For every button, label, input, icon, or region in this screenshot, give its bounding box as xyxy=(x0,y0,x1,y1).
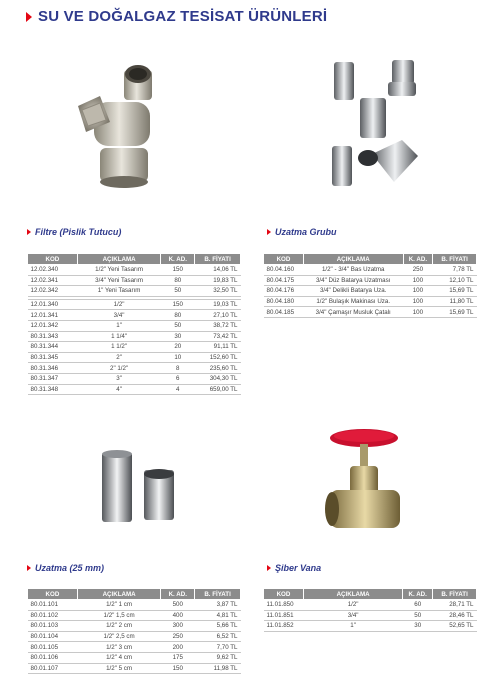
cell-kod: 80.01.106 xyxy=(28,652,78,663)
cell-fiyat: 5,66 TL xyxy=(195,621,241,632)
col-header-kod: KOD xyxy=(28,254,78,265)
table-row xyxy=(28,299,241,310)
cell-aciklama: 1" xyxy=(77,320,161,331)
cell-adet: 6 xyxy=(161,373,195,384)
cell-adet: 30 xyxy=(161,331,195,342)
col-header-fiyat: B. FİYATI xyxy=(433,589,477,600)
cell-fiyat: 28,46 TL xyxy=(433,610,477,621)
cell-adet: 250 xyxy=(161,631,195,642)
cell-aciklama: 3" xyxy=(77,373,161,384)
cell-kod: 11.01.851 xyxy=(264,610,304,621)
cell-aciklama: 2" xyxy=(77,352,161,363)
col-header-kod: KOD xyxy=(28,589,78,600)
cell-adet: 500 xyxy=(161,600,195,611)
page-header xyxy=(26,8,327,25)
cell-aciklama: 1/2" 5 cm xyxy=(77,663,161,674)
cell-kod: 80.31.343 xyxy=(28,331,78,342)
cell-fiyat: 32,50 TL xyxy=(195,286,241,297)
cell-fiyat: 28,71 TL xyxy=(433,600,477,611)
section-title-siber-vana: Şiber Vana xyxy=(267,563,321,573)
col-header-aciklama: AÇIKLAMA xyxy=(303,589,402,600)
cell-adet: 50 xyxy=(161,320,195,331)
cell-kod: 80.01.107 xyxy=(28,663,78,674)
table-row xyxy=(28,621,241,632)
cell-aciklama: 3/4" Yeni Tasarım xyxy=(77,275,161,286)
cell-fiyat: 7,78 TL xyxy=(433,265,477,276)
uzatma-25-table xyxy=(27,588,241,674)
col-header-adet: K. AD. xyxy=(161,254,195,265)
cell-fiyat: 304,30 TL xyxy=(195,373,241,384)
cell-adet: 30 xyxy=(403,621,433,632)
cell-aciklama: 3/4" Düz Batarya Uzatması xyxy=(303,275,403,286)
cell-aciklama: 1" xyxy=(303,621,402,632)
cell-adet: 50 xyxy=(403,610,433,621)
cell-adet: 150 xyxy=(161,265,195,276)
section-title-filtre: Filtre (Pislik Tutucu) xyxy=(27,227,121,237)
cell-adet: 150 xyxy=(161,663,195,674)
table-row xyxy=(264,275,477,286)
table-row xyxy=(28,310,241,321)
cell-aciklama: 1/2" xyxy=(77,299,161,310)
cell-kod: 80.31.348 xyxy=(28,384,78,395)
table-row xyxy=(28,265,241,276)
cell-kod: 80.01.102 xyxy=(28,610,78,621)
siber-vana-table xyxy=(263,588,477,632)
section-bullet-icon xyxy=(27,229,31,235)
cell-kod: 80.04.175 xyxy=(264,275,304,286)
cell-kod: 80.04.185 xyxy=(264,307,304,318)
cell-kod: 12.02.341 xyxy=(28,275,78,286)
cell-adet: 175 xyxy=(161,652,195,663)
table-row xyxy=(264,286,477,297)
cell-adet: 80 xyxy=(161,310,195,321)
cell-kod: 12.02.342 xyxy=(28,286,78,297)
table-row xyxy=(264,600,477,611)
cell-aciklama: 1/2" - 3/4" Bas Uzatma xyxy=(303,265,403,276)
col-header-fiyat: B. FİYATI xyxy=(195,589,241,600)
table-row xyxy=(28,384,241,395)
section-title-uzatma-25: Uzatma (25 mm) xyxy=(27,563,104,573)
cell-fiyat: 6,52 TL xyxy=(195,631,241,642)
cell-aciklama: 4" xyxy=(77,384,161,395)
cell-kod: 80.31.344 xyxy=(28,342,78,353)
cell-kod: 80.04.160 xyxy=(264,265,304,276)
cell-aciklama: 1" Yeni Tasarım xyxy=(77,286,161,297)
table-row xyxy=(28,275,241,286)
col-header-aciklama: AÇIKLAMA xyxy=(77,589,161,600)
table-row xyxy=(28,331,241,342)
cell-kod: 80.01.105 xyxy=(28,642,78,653)
cell-kod: 80.31.347 xyxy=(28,373,78,384)
col-header-adet: K. AD. xyxy=(161,589,195,600)
cell-adet: 50 xyxy=(161,286,195,297)
table-row xyxy=(28,663,241,674)
cell-aciklama: 3/4" xyxy=(303,610,402,621)
cell-fiyat: 14,06 TL xyxy=(195,265,241,276)
cell-aciklama: 1/2" xyxy=(303,600,402,611)
cell-fiyat: 15,69 TL xyxy=(433,307,477,318)
cell-adet: 100 xyxy=(403,275,433,286)
filter-product-image xyxy=(72,62,172,192)
table-row xyxy=(264,610,477,621)
cell-fiyat: 9,62 TL xyxy=(195,652,241,663)
cell-aciklama: 2" 1/2" xyxy=(77,363,161,374)
cell-adet: 60 xyxy=(403,600,433,611)
page-title: SU VE DOĞALGAZ TESİSAT ÜRÜNLERİ xyxy=(38,8,328,25)
cell-kod: 12.01.340 xyxy=(28,299,78,310)
table-row xyxy=(28,363,241,374)
extension-25mm-image xyxy=(96,448,196,528)
cell-kod: 80.04.180 xyxy=(264,296,304,307)
cell-aciklama: 1/2" Bulaşık Makinası Uza. xyxy=(303,296,403,307)
cell-aciklama: 3/4" Çamaşır Musluk Çatalı xyxy=(303,307,403,318)
cell-aciklama: 1/2" 1,5 cm xyxy=(77,610,161,621)
cell-adet: 200 xyxy=(161,642,195,653)
table-row xyxy=(28,373,241,384)
cell-kod: 80.01.104 xyxy=(28,631,78,642)
col-header-kod: KOD xyxy=(264,254,304,265)
section-title-uzatma-grubu: Uzatma Grubu xyxy=(267,227,337,237)
cell-kod: 11.01.850 xyxy=(264,600,304,611)
cell-fiyat: 27,10 TL xyxy=(195,310,241,321)
cell-fiyat: 15,69 TL xyxy=(433,286,477,297)
cell-kod: 80.04.176 xyxy=(264,286,304,297)
filtre-table xyxy=(27,253,241,395)
section-bullet-icon xyxy=(267,565,271,571)
table-row xyxy=(28,631,241,642)
cell-fiyat: 19,83 TL xyxy=(195,275,241,286)
cell-kod: 12.01.341 xyxy=(28,310,78,321)
col-header-aciklama: AÇIKLAMA xyxy=(77,254,161,265)
cell-fiyat: 19,03 TL xyxy=(195,299,241,310)
cell-fiyat: 659,00 TL xyxy=(195,384,241,395)
cell-fiyat: 38,72 TL xyxy=(195,320,241,331)
section-bullet-icon xyxy=(27,565,31,571)
cell-adet: 4 xyxy=(161,384,195,395)
cell-kod: 80.01.101 xyxy=(28,600,78,611)
cell-fiyat: 152,60 TL xyxy=(195,352,241,363)
table-row xyxy=(28,600,241,611)
table-row xyxy=(28,320,241,331)
cell-fiyat: 3,87 TL xyxy=(195,600,241,611)
extension-group-image xyxy=(322,54,432,194)
cell-adet: 8 xyxy=(161,363,195,374)
cell-adet: 250 xyxy=(403,265,433,276)
table-row xyxy=(264,621,477,632)
cell-fiyat: 235,60 TL xyxy=(195,363,241,374)
cell-fiyat: 4,81 TL xyxy=(195,610,241,621)
cell-aciklama: 1/2" 2 cm xyxy=(77,621,161,632)
cell-fiyat: 91,11 TL xyxy=(195,342,241,353)
col-header-aciklama: AÇIKLAMA xyxy=(303,254,403,265)
cell-kod: 80.01.103 xyxy=(28,621,78,632)
table-row xyxy=(264,265,477,276)
cell-fiyat: 11,98 TL xyxy=(195,663,241,674)
col-header-fiyat: B. FİYATI xyxy=(433,254,477,265)
table-row xyxy=(264,307,477,318)
cell-fiyat: 73,42 TL xyxy=(195,331,241,342)
table-row xyxy=(28,286,241,297)
cell-adet: 100 xyxy=(403,296,433,307)
cell-aciklama: 1/2" 2,5 cm xyxy=(77,631,161,642)
cell-aciklama: 3/4" xyxy=(77,310,161,321)
cell-adet: 80 xyxy=(161,275,195,286)
cell-adet: 150 xyxy=(161,299,195,310)
table-row xyxy=(264,296,477,307)
cell-fiyat: 7,70 TL xyxy=(195,642,241,653)
table-row xyxy=(28,342,241,353)
col-header-kod: KOD xyxy=(264,589,304,600)
cell-adet: 100 xyxy=(403,286,433,297)
cell-aciklama: 1 1/4" xyxy=(77,331,161,342)
cell-aciklama: 3/4" Delikli Batarya Uza. xyxy=(303,286,403,297)
gate-valve-image xyxy=(322,428,412,538)
cell-aciklama: 1/2" 4 cm xyxy=(77,652,161,663)
table-row xyxy=(28,352,241,363)
cell-aciklama: 1/2" Yeni Tasarım xyxy=(77,265,161,276)
cell-aciklama: 1 1/2" xyxy=(77,342,161,353)
cell-adet: 300 xyxy=(161,621,195,632)
cell-kod: 80.31.345 xyxy=(28,352,78,363)
table-row xyxy=(28,610,241,621)
cell-kod: 12.02.340 xyxy=(28,265,78,276)
cell-fiyat: 11,80 TL xyxy=(433,296,477,307)
uzatma-grubu-table xyxy=(263,253,477,318)
cell-kod: 80.31.346 xyxy=(28,363,78,374)
table-row xyxy=(28,642,241,653)
col-header-fiyat: B. FİYATI xyxy=(195,254,241,265)
col-header-adet: K. AD. xyxy=(403,254,433,265)
table-row xyxy=(28,652,241,663)
cell-adet: 100 xyxy=(403,307,433,318)
cell-kod: 12.01.342 xyxy=(28,320,78,331)
col-header-adet: K. AD. xyxy=(403,589,433,600)
cell-fiyat: 12,10 TL xyxy=(433,275,477,286)
cell-adet: 10 xyxy=(161,352,195,363)
cell-aciklama: 1/2" 3 cm xyxy=(77,642,161,653)
title-bullet-icon xyxy=(26,12,32,22)
cell-adet: 400 xyxy=(161,610,195,621)
cell-adet: 20 xyxy=(161,342,195,353)
section-bullet-icon xyxy=(267,229,271,235)
cell-kod: 11.01.852 xyxy=(264,621,304,632)
cell-fiyat: 52,65 TL xyxy=(433,621,477,632)
cell-aciklama: 1/2" 1 cm xyxy=(77,600,161,611)
